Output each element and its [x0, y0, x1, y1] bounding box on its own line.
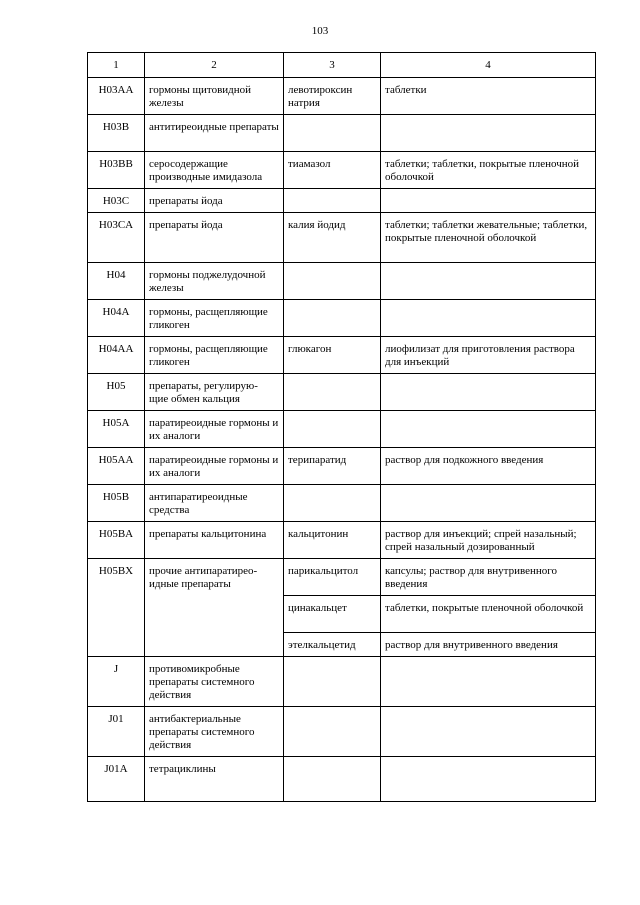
group-name-cell: противомикробные препараты системного действия [145, 657, 284, 707]
table-row [88, 300, 596, 337]
group-name-cell: антитиреоидные препараты [145, 115, 284, 152]
drug-name-cell [284, 263, 381, 300]
atc-code-cell: H05BX [88, 559, 145, 657]
drug-name-cell: парикальцитол [284, 559, 381, 596]
header-col-3: 3 [284, 53, 381, 78]
drug-name-cell [284, 300, 381, 337]
drug-name-cell: тиамазол [284, 152, 381, 189]
dosage-form-cell: раствор для внутривенного введения [381, 633, 596, 657]
atc-code-cell: H05BA [88, 522, 145, 559]
table-row [88, 213, 596, 263]
atc-code-cell: H03AA [88, 78, 145, 115]
table-row [88, 78, 596, 115]
dosage-form-cell: таблетки; таблетки жевательные; таблетки, покрытые пленочной оболочкой [381, 213, 596, 263]
group-name-cell: препараты йода [145, 213, 284, 263]
group-name-cell: препараты йода [145, 189, 284, 213]
dosage-form-cell [381, 657, 596, 707]
table-row [88, 757, 596, 802]
dosage-form-cell [381, 263, 596, 300]
drug-name-cell [284, 115, 381, 152]
group-name-cell: гормоны щитовидной железы [145, 78, 284, 115]
table-row [88, 485, 596, 522]
dosage-form-cell [381, 189, 596, 213]
drug-name-cell: левотироксин натрия [284, 78, 381, 115]
table-row [88, 559, 596, 596]
table-row [88, 374, 596, 411]
atc-code-cell: H03CA [88, 213, 145, 263]
group-name-cell: тетрациклины [145, 757, 284, 802]
drug-name-cell [284, 411, 381, 448]
table-row [88, 707, 596, 757]
table-row [88, 522, 596, 559]
group-name-cell: гормоны поджелудочной железы [145, 263, 284, 300]
dosage-form-cell [381, 707, 596, 757]
group-name-cell: паратиреоидные гормоны и их аналоги [145, 411, 284, 448]
dosage-form-cell: таблетки [381, 78, 596, 115]
group-name-cell: серосодержащие производные имидазола [145, 152, 284, 189]
group-name-cell: антипаратиреоидные средства [145, 485, 284, 522]
dosage-form-cell: раствор для подкожного введения [381, 448, 596, 485]
atc-code-cell: J [88, 657, 145, 707]
drug-name-cell [284, 657, 381, 707]
table-row [88, 411, 596, 448]
drug-name-cell: глюкагон [284, 337, 381, 374]
drug-name-cell: терипаратид [284, 448, 381, 485]
group-name-cell: паратиреоидные гормоны и их аналоги [145, 448, 284, 485]
header-col-2: 2 [145, 53, 284, 78]
drug-name-cell [284, 757, 381, 802]
table-row [88, 263, 596, 300]
header-row [88, 53, 596, 78]
drug-name-cell [284, 189, 381, 213]
dosage-form-cell: таблетки, покрытые пленочной оболочкой [381, 596, 596, 633]
table-row [88, 657, 596, 707]
group-name-cell: прочие антипаратирео- идные препараты [145, 559, 284, 657]
drug-name-cell: кальцитонин [284, 522, 381, 559]
dosage-form-cell [381, 115, 596, 152]
group-name-cell: препараты кальцитонина [145, 522, 284, 559]
atc-code-cell: H05B [88, 485, 145, 522]
group-name-cell: препараты, регулирую- щие обмен кальция [145, 374, 284, 411]
atc-code-cell: H04A [88, 300, 145, 337]
dosage-form-cell: лиофилизат для приготовления раствора для инъекций [381, 337, 596, 374]
table-body [88, 78, 596, 802]
dosage-form-cell: капсулы; раствор для внутривенного введения [381, 559, 596, 596]
drug-name-cell: этелкальцетид [284, 633, 381, 657]
drug-name-cell [284, 374, 381, 411]
atc-code-cell: H05 [88, 374, 145, 411]
atc-code-cell: J01 [88, 707, 145, 757]
drug-name-cell [284, 707, 381, 757]
atc-code-cell: H05A [88, 411, 145, 448]
group-name-cell: гормоны, расщепляющие гликоген [145, 300, 284, 337]
dosage-form-cell [381, 485, 596, 522]
group-name-cell: антибактериальные препараты системного действия [145, 707, 284, 757]
table-row [88, 152, 596, 189]
table-row [88, 448, 596, 485]
atc-code-cell: H04AA [88, 337, 145, 374]
dosage-form-cell: таблетки; таблетки, покрытые пленочной оболочкой [381, 152, 596, 189]
table-row [88, 115, 596, 152]
drug-name-cell: калия йодид [284, 213, 381, 263]
drug-classification-table [87, 52, 596, 802]
atc-code-cell: H03C [88, 189, 145, 213]
header-col-1: 1 [88, 53, 145, 78]
dosage-form-cell [381, 374, 596, 411]
atc-code-cell: H04 [88, 263, 145, 300]
page-number: 103 [311, 25, 329, 37]
table-row [88, 189, 596, 213]
group-name-cell: гормоны, расщепляющие гликоген [145, 337, 284, 374]
dosage-form-cell [381, 300, 596, 337]
atc-code-cell: H05AA [88, 448, 145, 485]
atc-code-cell: H03B [88, 115, 145, 152]
atc-code-cell: H03BB [88, 152, 145, 189]
drug-name-cell: цинакальцет [284, 596, 381, 633]
dosage-form-cell: раствор для инъекций; спрей назальный; спрей назальный дозированный [381, 522, 596, 559]
drug-name-cell [284, 485, 381, 522]
dosage-form-cell [381, 757, 596, 802]
atc-code-cell: J01A [88, 757, 145, 802]
dosage-form-cell [381, 411, 596, 448]
header-col-4: 4 [381, 53, 596, 78]
table-row [88, 337, 596, 374]
